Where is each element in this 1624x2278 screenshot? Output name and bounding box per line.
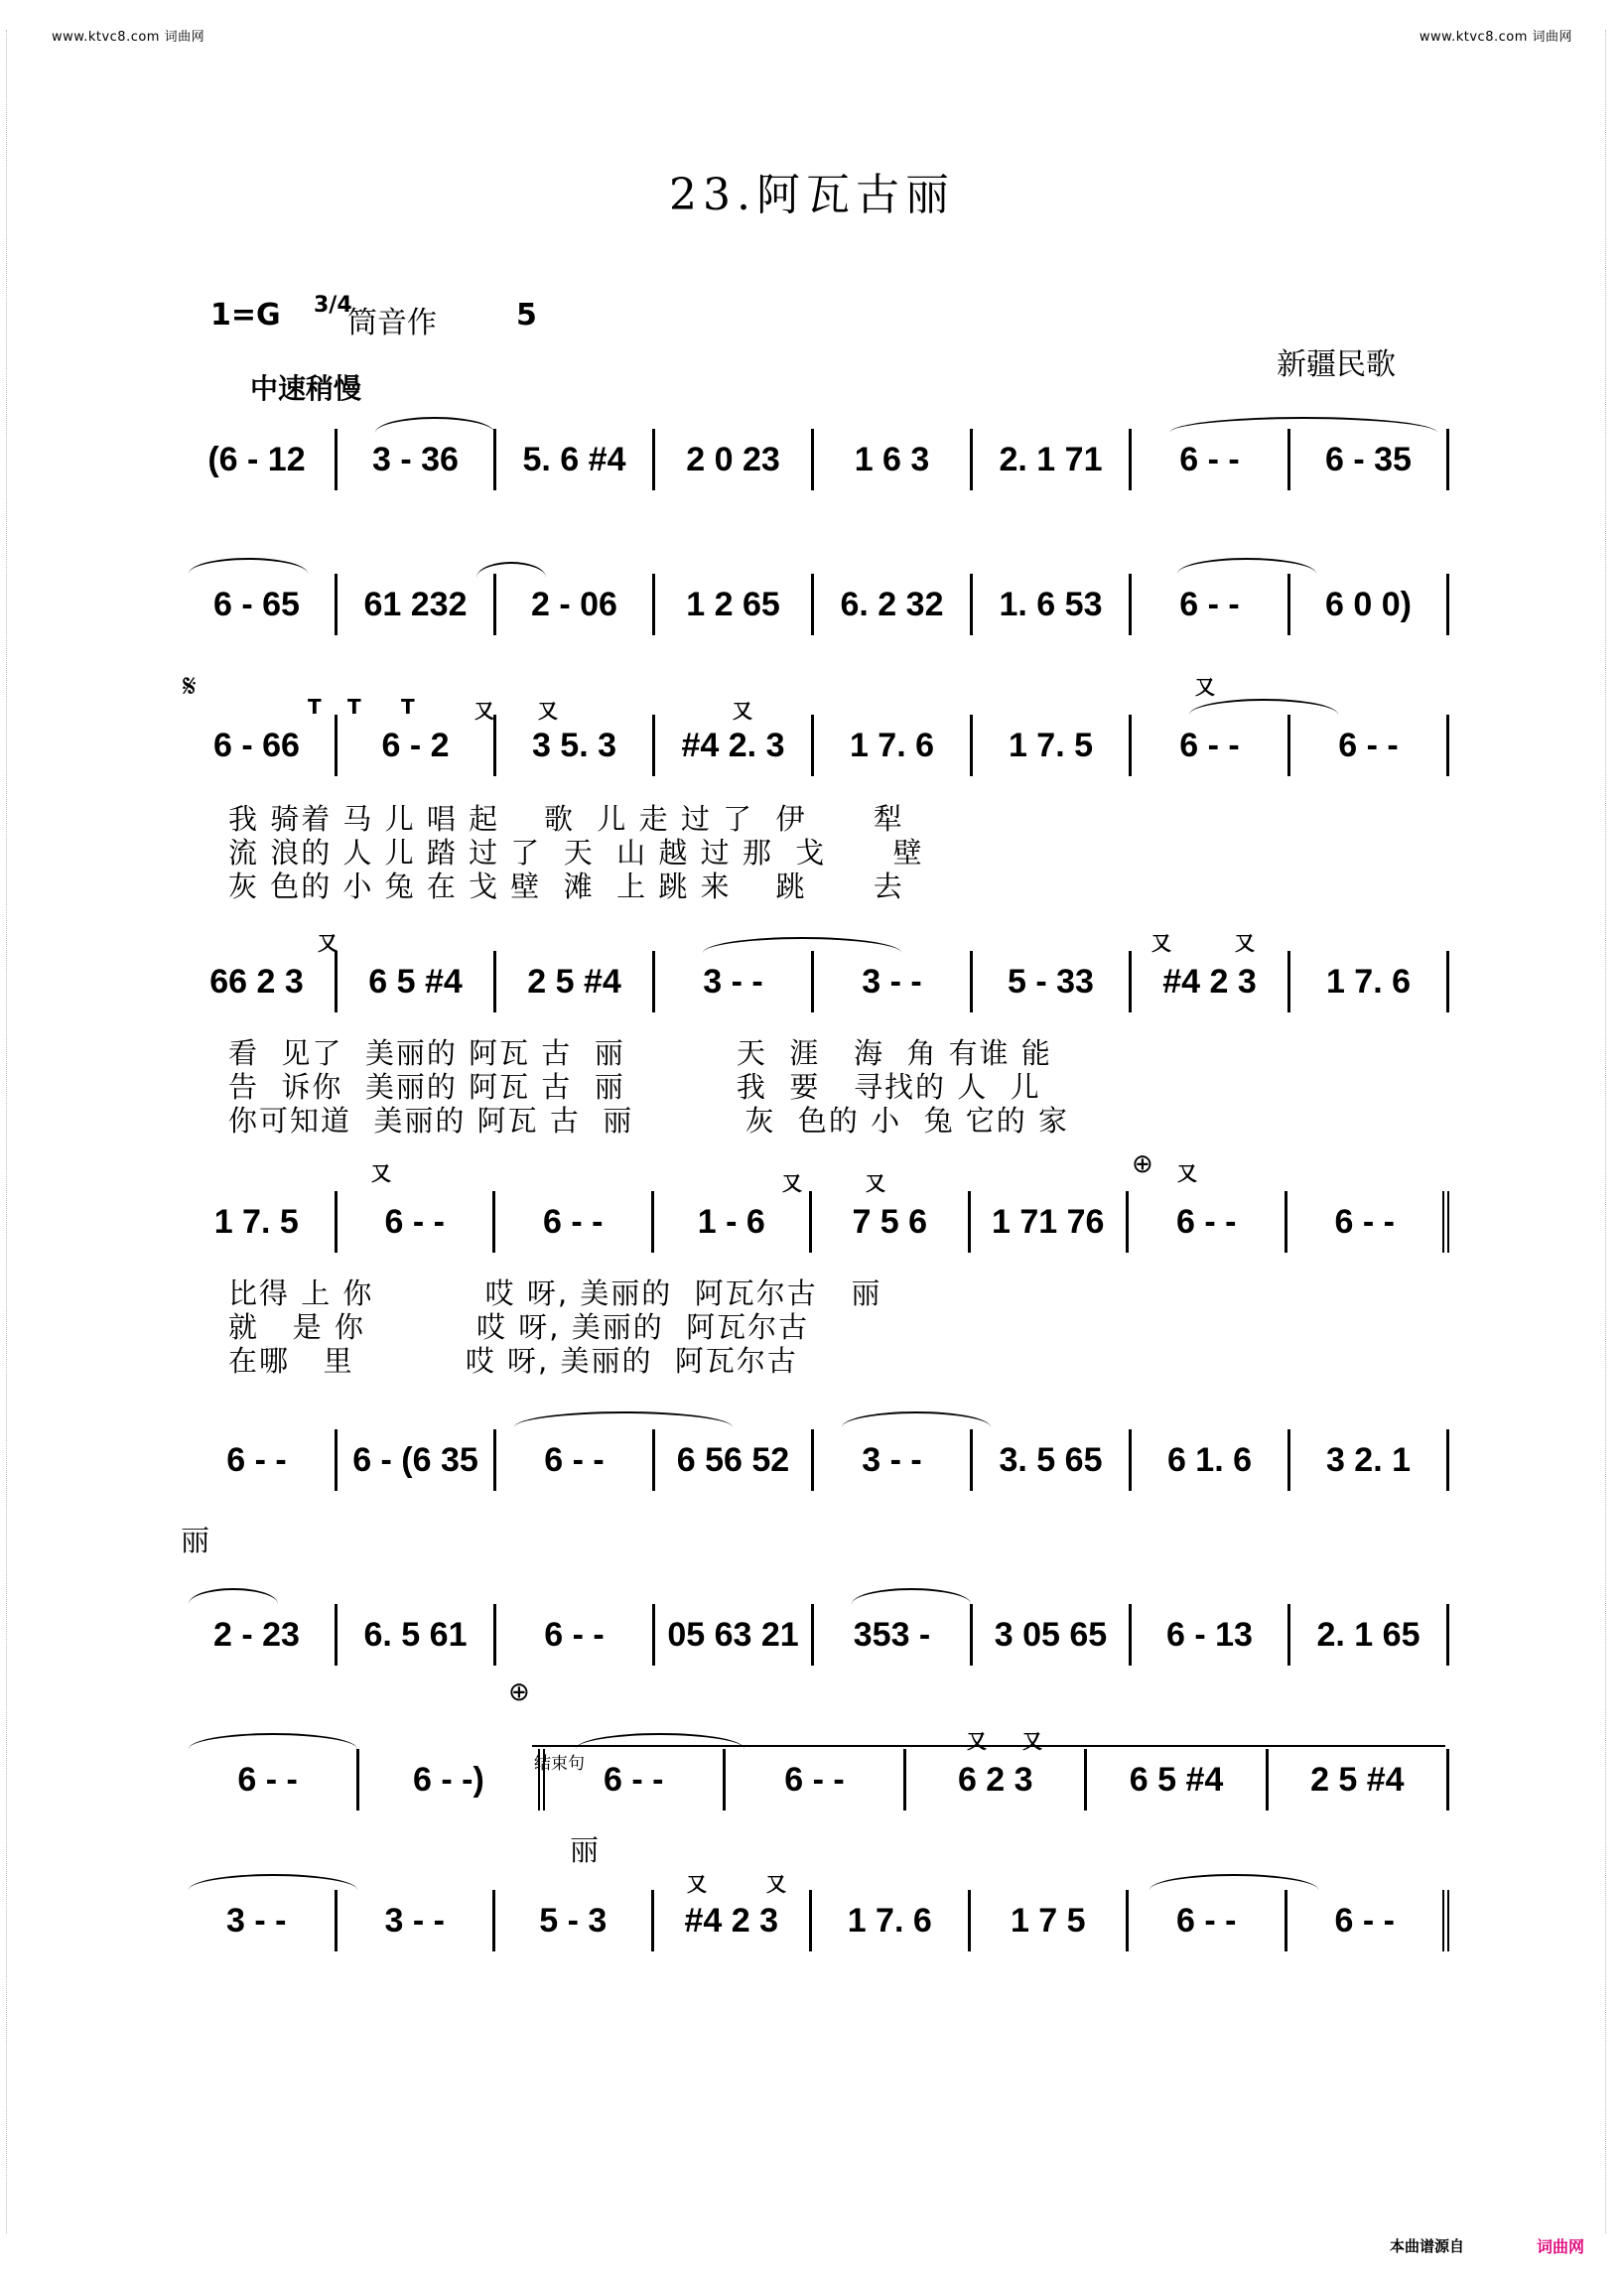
footer-brand-link[interactable]: 词曲网 [1537, 2237, 1585, 2256]
measure: 3 - - [338, 1890, 496, 1951]
staff-system-3 [179, 711, 1449, 780]
measure: 6 - - [1132, 715, 1290, 776]
measure: #4 2. 3 [655, 715, 814, 776]
header-site-right[interactable]: www.ktvc8.com 词曲网 [1419, 30, 1572, 45]
measure: 6 5 #4 [1087, 1749, 1268, 1810]
measure: 1 7. 6 [812, 1890, 971, 1951]
ornament-mark: 又 [474, 699, 494, 723]
measure: 6 - 66 [179, 715, 338, 776]
measure: 6 - - [545, 1749, 726, 1810]
lyrics-block-2 [228, 1036, 1459, 1138]
segno-sign: 𝄋 [183, 667, 197, 705]
measure: 1 7. 6 [814, 715, 973, 776]
lyric-verse-3: 灰 色的 小 兔 在 戈 壁 滩 上 跳 来 跳 去 [228, 870, 904, 903]
measure: 1 7 5 [971, 1890, 1130, 1951]
staff-system-1 [179, 425, 1449, 494]
footer-source: 本曲谱源自 [1390, 2237, 1465, 2255]
left-margin-watermark [6, 30, 19, 2233]
measure: 3 5. 3 [496, 715, 655, 776]
slur [189, 1874, 357, 1890]
measure: 3 05 65 [973, 1604, 1132, 1666]
slur [842, 1411, 991, 1427]
measure: 6 - - [338, 1191, 496, 1253]
coda-sign: ⊕ [1132, 1149, 1153, 1179]
lyric-verse-1: 看 见了 美丽的 阿瓦 古 丽 天 涯 海 角 有谁 能 [228, 1036, 1052, 1070]
measure: 1 2 65 [655, 574, 814, 635]
lyrics-block-3 [228, 1276, 1459, 1378]
page-title: 23.阿瓦古丽 [669, 170, 955, 220]
measure: 2 5 #4 [1269, 1749, 1449, 1810]
lyric-verse-1: 我 骑着 马 儿 唱 起 歌 儿 走 过 了 伊 犁 [228, 802, 904, 836]
measure: 3 - - [179, 1890, 338, 1951]
tone-note: 5 [516, 298, 537, 333]
lyrics-block-1 [228, 802, 1459, 903]
tu-mark: T [347, 695, 361, 719]
measure: 5 - 3 [495, 1890, 654, 1951]
ornament-mark: 又 [318, 931, 338, 955]
measure: 6 - - [179, 1429, 338, 1491]
tu-mark: T [308, 695, 322, 719]
measure: 2 - 23 [179, 1604, 338, 1666]
staff-system-9 [179, 1886, 1449, 1955]
slur [189, 558, 308, 574]
measure: 6 - - [726, 1749, 906, 1810]
ornament-mark: 又 [1195, 675, 1215, 699]
tu-mark: T [401, 695, 415, 719]
measure: 6 56 52 [655, 1429, 814, 1491]
header-site-left[interactable]: www.ktvc8.com 词曲网 [52, 30, 205, 45]
measure: 05 63 21 [655, 1604, 814, 1666]
measure: 6 - - [1129, 1191, 1287, 1253]
staff-system-6 [179, 1425, 1449, 1495]
measure: 6 - - [1287, 1890, 1450, 1951]
measure: 5. 6 #4 [496, 429, 655, 490]
measure: 1 7. 6 [1290, 951, 1449, 1012]
slur [703, 937, 901, 953]
measure: 6 - - [179, 1749, 359, 1810]
measure: 6 - - [495, 1191, 654, 1253]
measure: 3 - - [655, 951, 814, 1012]
key-signature: 1=G [210, 298, 281, 333]
measure: 1 - 6 [654, 1191, 813, 1253]
measure: 6 - 35 [1290, 429, 1449, 490]
ornament-mark: 又 [1235, 931, 1255, 955]
ornament-mark: 又 [782, 1171, 802, 1195]
measure: 6. 2 32 [814, 574, 973, 635]
measure: #4 2 3 [1132, 951, 1290, 1012]
measure: 353 - [814, 1604, 973, 1666]
slur [576, 1733, 744, 1749]
measure: 6 - - [496, 1429, 655, 1491]
ornament-mark: 又 [1177, 1161, 1197, 1185]
measure: 2 5 #4 [496, 951, 655, 1012]
slur [1169, 417, 1437, 433]
measure: 6 1. 6 [1132, 1429, 1290, 1491]
slur [852, 1588, 971, 1604]
slur [1189, 699, 1338, 715]
tone-setting: 筒音作 [347, 306, 437, 340]
measure: 6 - 2 [338, 715, 496, 776]
slur [375, 417, 494, 433]
staff-system-4 [179, 947, 1449, 1016]
right-margin-watermark [1605, 30, 1618, 2233]
measure: 3 - 36 [338, 429, 496, 490]
staff-system-7 [179, 1600, 1449, 1670]
song-origin: 新疆民歌 [1277, 347, 1396, 382]
measure: (6 - 12 [179, 429, 338, 490]
measure: 6 - 65 [179, 574, 338, 635]
lyric-tail: 丽 [181, 1524, 210, 1557]
measure: 6 - - [1290, 715, 1449, 776]
measure: 3 2. 1 [1290, 1429, 1449, 1491]
measure: 5 - 33 [973, 951, 1132, 1012]
lyric-verse-3: 你可知道 美丽的 阿瓦 古 丽 灰 色的 小 兔 它的 家 [228, 1104, 1070, 1138]
lyric-tail: 丽 [570, 1833, 600, 1867]
slur [189, 1588, 278, 1604]
measure: 2. 1 65 [1290, 1604, 1449, 1666]
measure: 3. 5 65 [973, 1429, 1132, 1491]
measure: 6 5 #4 [338, 951, 496, 1012]
ornament-mark: 又 [1151, 931, 1171, 955]
coda-sign: ⊕ [508, 1677, 530, 1707]
measure: 6 - - [1287, 1191, 1450, 1253]
ornament-mark: 又 [371, 1161, 391, 1185]
measure: 6 - 13 [1132, 1604, 1290, 1666]
lyric-verse-2: 就 是 你 哎 呀, 美丽的 阿瓦尔古 [228, 1310, 810, 1344]
measure: 6 - - [1132, 429, 1290, 490]
measure: 6 - - [1129, 1890, 1287, 1951]
measure: 2 - 06 [496, 574, 655, 635]
slur [1177, 558, 1316, 574]
measure: 3 - - [814, 1429, 973, 1491]
measure: 6 - -) [359, 1749, 544, 1810]
measure: 66 2 3 [179, 951, 338, 1012]
ornament-mark: 又 [733, 699, 752, 723]
lyric-verse-2: 告 诉你 美丽的 阿瓦 古 丽 我 要 寻找的 人 儿 [228, 1070, 1041, 1104]
measure: 1 71 76 [971, 1191, 1130, 1253]
measure: 61 232 [338, 574, 496, 635]
measure: 1 7. 5 [973, 715, 1132, 776]
staff-system-8 [179, 1745, 1449, 1814]
staff-system-5 [179, 1187, 1449, 1257]
measure: 6 - - [496, 1604, 655, 1666]
measure: 6 - (6 35 [338, 1429, 496, 1491]
slur [189, 1733, 357, 1749]
slur [1150, 1874, 1318, 1890]
ornament-mark: 又 [967, 1729, 987, 1753]
ornament-mark: 又 [1022, 1729, 1042, 1753]
measure: #4 2 3 [654, 1890, 813, 1951]
measure: 2. 1 71 [973, 429, 1132, 490]
slur [514, 1411, 733, 1427]
time-signature: 3/4 [314, 293, 352, 318]
ornament-mark: 又 [687, 1872, 707, 1896]
measure: 6. 5 61 [338, 1604, 496, 1666]
measure: 3 - - [814, 951, 973, 1012]
lyric-verse-1: 比得 上 你 哎 呀, 美丽的 阿瓦尔古 丽 [228, 1276, 882, 1310]
measure: 2 0 23 [655, 429, 814, 490]
lyric-verse-3: 在哪 里 哎 呀, 美丽的 阿瓦尔古 [228, 1344, 798, 1378]
measure: 6 0 0) [1290, 574, 1449, 635]
tempo-marking: 中速稍慢 [250, 372, 362, 405]
measure: 7 5 6 [812, 1191, 971, 1253]
ornament-mark: 又 [766, 1872, 786, 1896]
ornament-mark: 又 [866, 1171, 885, 1195]
measure: 1 6 3 [814, 429, 973, 490]
staff-system-2 [179, 570, 1449, 639]
measure: 1 7. 5 [179, 1191, 338, 1253]
ending-label: 结束句 [534, 1754, 585, 1774]
ornament-mark: 又 [538, 699, 558, 723]
measure: 1. 6 53 [973, 574, 1132, 635]
measure: 6 - - [1132, 574, 1290, 635]
lyric-verse-2: 流 浪的 人 儿 踏 过 了 天 山 越 过 那 戈 壁 [228, 836, 924, 870]
slur [476, 562, 546, 578]
measure: 6 2 3 [906, 1749, 1087, 1810]
